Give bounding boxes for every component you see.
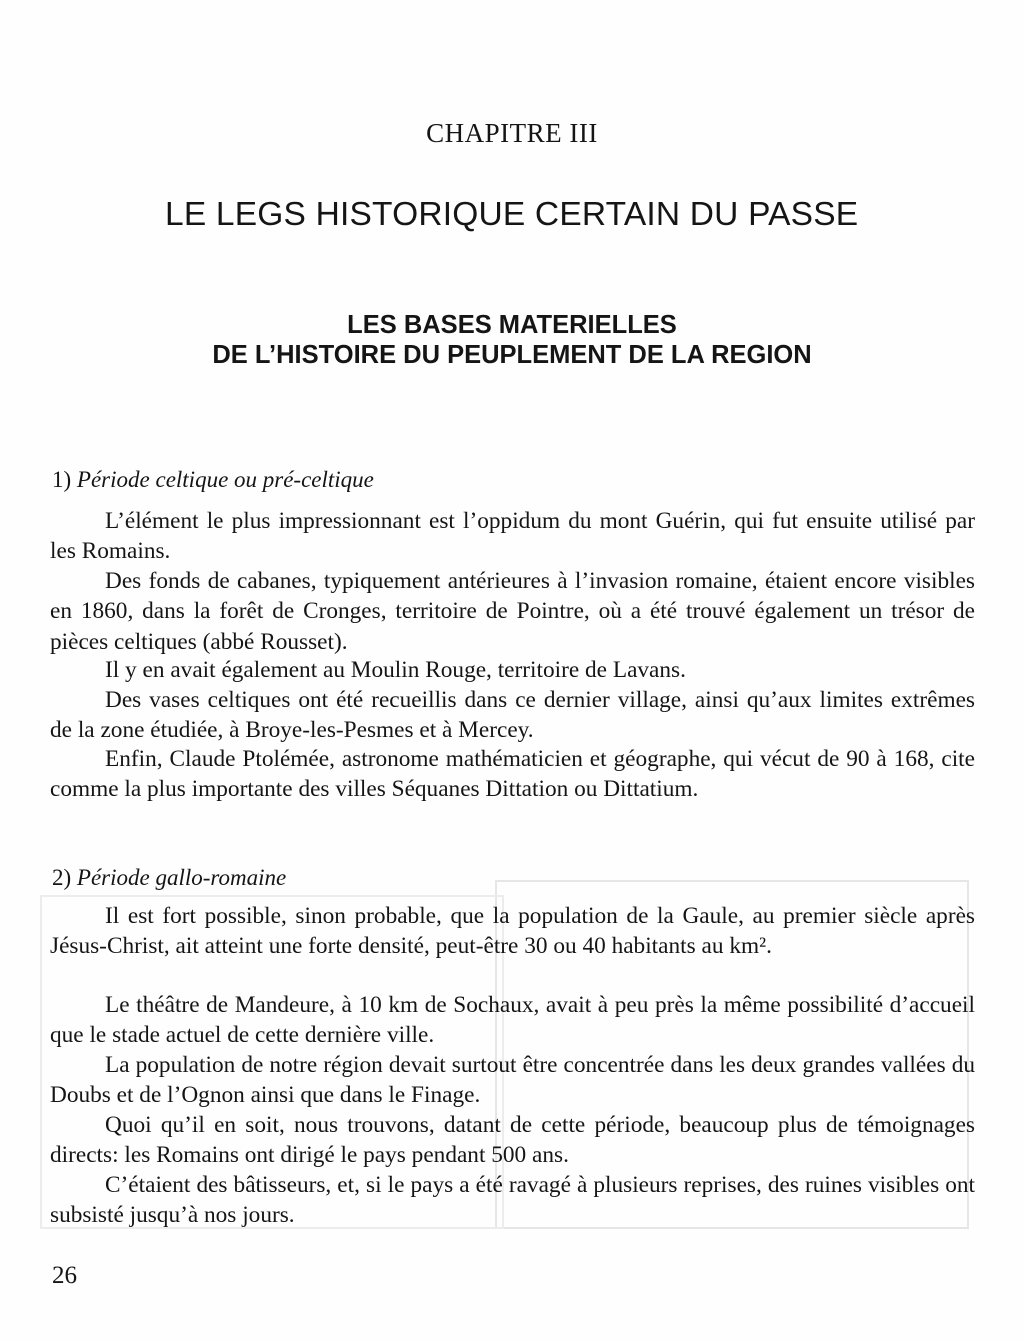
paragraph: La population de notre région devait surtout être concentrée dans les deux grandes vallées du Doubs et de l’Ognon ainsi que dans le Finage. [50,1052,975,1109]
paragraph: L’élément le plus impressionnant est l’oppidum du mont Guérin, qui fut ensuite utilisé par les Romains. [50,508,975,565]
section-heading [52,467,374,493]
section-title: Période gallo-romaine [76,865,287,890]
chapter-heading: CHAPITRE III [426,118,598,148]
paragraph: Il est fort possible, sinon probable, que la population de la Gaule, au premier siècle après Jésus-Christ, ait atteint une forte densité, peut-être 30 ou 40 habitants au km². [50,903,975,960]
section-heading [52,865,286,891]
paragraph: Enfin, Claude Ptolémée, astronome mathématicien et géographe, qui vécut de 90 à 168, cite comme la plus importante des villes Séquanes Dittation ou Dittatium. [50,746,975,803]
paragraph: Quoi qu’il en soit, nous trouvons, datant de cette période, beaucoup plus de témoignages directs: les Romains ont dirigé le pays pendant 500 ans. [50,1112,975,1169]
page-number: 26 [52,1262,77,1289]
section-number: 1) [52,467,72,492]
paragraph: Le théâtre de Mandeure, à 10 km de Sochaux, avait à peu près la même possibilité d’accueil que le stade actuel de cette dernière ville. [50,992,975,1049]
section-title: Période celtique ou pré-celtique [76,467,374,492]
paragraph: Il y en avait également au Moulin Rouge, territoire de Lavans. [105,657,686,683]
page-title: LE LEGS HISTORIQUE CERTAIN DU PASSE [165,196,859,233]
section-number: 2) [52,865,72,890]
subtitle-line-2: DE L’HISTOIRE DU PEUPLEMENT DE LA REGION [212,341,812,369]
subtitle-line-1: LES BASES MATERIELLES [347,311,677,339]
paragraph: C’étaient des bâtisseurs, et, si le pays a été ravagé à plusieurs reprises, des ruines visibles ont subsisté jusqu’à nos jours. [50,1172,975,1229]
paragraph: Des vases celtiques ont été recueillis dans ce dernier village, ainsi qu’aux limites extrêmes de la zone étudiée, à Broye-les-Pesmes et à Mercey. [50,687,975,744]
paragraph: Des fonds de cabanes, typiquement antérieures à l’invasion romaine, étaient encore visibles en 1860, dans la forêt de Cronges, territoire de Pointre, où a été trouvé également un trésor de pièces celtiques (abbé Rousset). [50,568,975,655]
